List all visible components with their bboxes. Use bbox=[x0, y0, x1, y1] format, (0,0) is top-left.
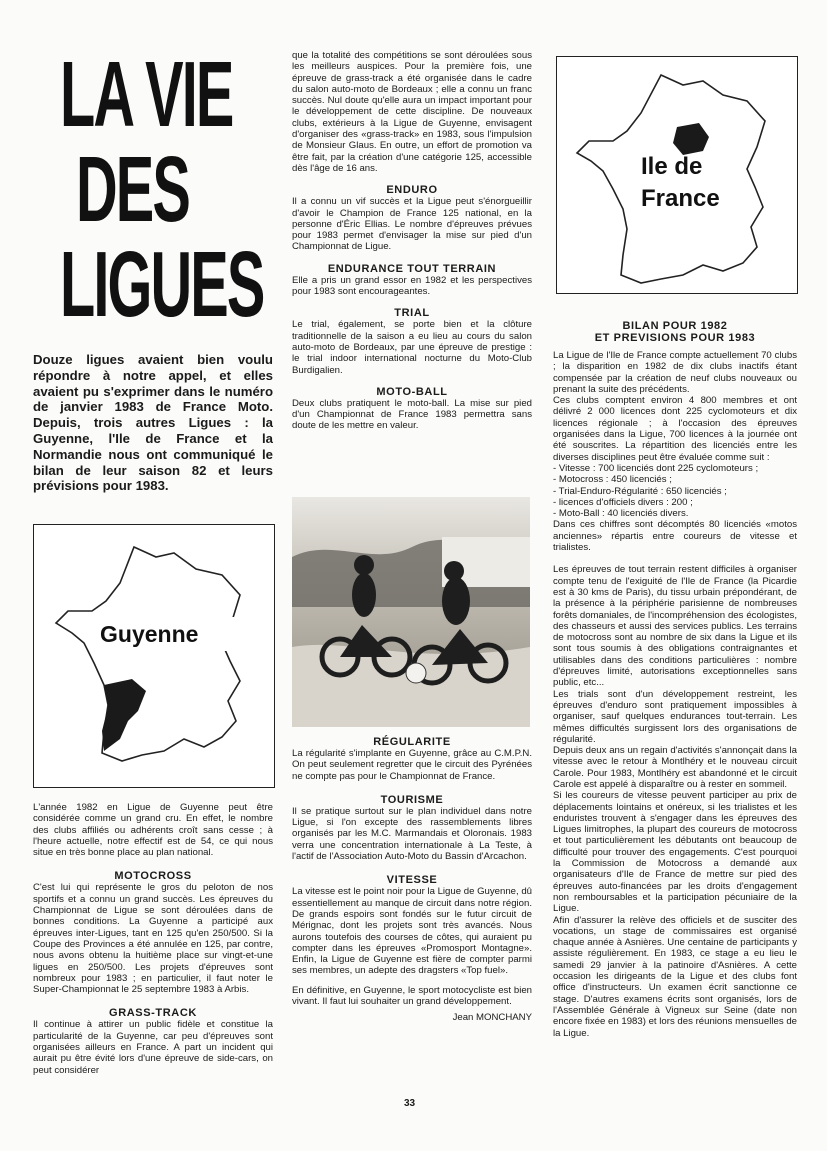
map-guyenne-label: Guyenne bbox=[100, 621, 199, 647]
idf-paragraph-5: Les trials sont d'un développement restreint, les épreuves d'enduro sont pratiquement impossibles à organiser, sauf quelques endurances tout-terrain. Les mêmes difficultés surgissent lors des organisations de régularité. bbox=[553, 688, 797, 745]
tourisme-heading: TOURISME bbox=[380, 793, 444, 806]
endurance-heading: ENDURANCE TOUT TERRAIN bbox=[327, 262, 497, 275]
motorcycle-photo-illustration bbox=[292, 497, 530, 727]
motocross-heading: MOTOCROSS bbox=[114, 870, 192, 883]
title-line-3: LIGUES bbox=[60, 232, 264, 336]
column-1-text bbox=[33, 802, 273, 1076]
france-map-guyenne-illustration bbox=[34, 525, 274, 787]
motocross-paragraph: C'est lui qui représente le gros du peloton de nos sportifs et a connu un grand succès. Les épreuves du Championnat de Ligue se sont déroulées dans de bonnes conditions. La Guyenne a participé aux épreuves inter-Ligues, tant en 125 qu'en 250/500. Si la Coupe des Provinces a été annulée en 125, par contre, nous avons obtenu la huitième place sur vingt-et-une ligues en 250/500. Les projets d'épreuves sont nombreux pour 1983 ; en particulier, il faut noter le Super-Championnat le 25 septembre 1983 à Arbis. bbox=[33, 882, 273, 996]
map-guyenne bbox=[33, 524, 275, 788]
trial-paragraph: Le trial, également, se porte bien et la clôture traditionnelle de la saison a eu lieu au cours du salon auto-moto de Bordeaux, par une épreuve de prestige : le trial indoor international nocturne du Moto-Club Burdigalien. bbox=[292, 319, 532, 376]
map-idf-label-line-1: Ile de bbox=[641, 153, 703, 180]
idf-paragraph-3: Dans ces chiffres sont décomptés 80 licenciés «motos anciennes» répartis entre coureurs de vitesse et trialistes. bbox=[553, 519, 797, 554]
idf-paragraph-1: La Ligue de l'Ile de France compte actuellement 70 clubs ; la disparition en 1982 de dix clubs inactifs étant compensée par la création de neuf clubs nouveaux ou prenant la suite des précédents. bbox=[553, 350, 797, 395]
idf-paragraph-4: Les épreuves de tout terrain restent difficiles à organiser compte tenu de l'exiguité de l'Ile de France (la Picardie est à 30 kms de Paris), du tissu urbain prépondérant, de la présence à la périphérie parisienne de nombreuses forêts domaniales, de l'incompréhension des écologistes, des chasseurs et aussi des services publics. Les terrains de motocross sont au nombre de six dans la Ligue et ils sont tous soumis à des obligations contraignantes et utilisables dans des conditions particulières : nombre d'épreuves limité, autorisations exceptionnelles sans public, etc... bbox=[553, 564, 797, 689]
motoball-heading: MOTO-BALL bbox=[376, 385, 448, 398]
list-item: - Vitesse : 700 licenciés dont 225 cyclomoteurs ; bbox=[553, 462, 759, 474]
endurance-paragraph: Elle a pris un grand essor en 1982 et les perspectives pour 1983 sont encourageantes. bbox=[292, 274, 532, 298]
regularite-paragraph: La régularité s'implante en Guyenne, grâce au C.M.P.N. On peut seulement regretter que le circuit des Pyrénées ne compte pas pour le Championnat de France. bbox=[292, 748, 532, 782]
bilan-heading-line-2: ET PREVISIONS POUR 1983 bbox=[594, 332, 756, 344]
page-number: 33 bbox=[404, 1098, 416, 1109]
licence-list bbox=[553, 463, 797, 519]
regularite-heading: RÉGULARITE bbox=[373, 736, 451, 748]
enduro-paragraph: Il a connu un vif succès et la Ligue peut s'énorgueillir d'avoir le Champion de France 125 national, en la personne d'Éric Ellias. Le nombre d'épreuves prévues pour 1983 permet d'envisager la mise sur pied d'un Championnat de Ligue. bbox=[292, 196, 532, 253]
grasstrack-paragraph: Il continue à attirer un public fidèle et constitue la particularité de la Guyenne, car peu d'épreuves sont organisées ailleurs en France. A part un incident qui aurait pu être évité lors d'une épreuve de side-cars, on peut considérer bbox=[33, 1019, 273, 1076]
author-signature: Jean MONCHANY bbox=[452, 1012, 532, 1024]
title-line-2: DES bbox=[76, 137, 189, 241]
map-ile-de-france bbox=[556, 56, 798, 294]
intro-paragraph: Douze ligues avaient bien voulu répondre à notre appel, et elles avaient pu s'exprimer dans le numéro de janvier 1983 de France Moto. Depuis, trois autres Ligues : la Guyenne, l'Ile de France et la Normandie nous ont communiqué le bilan de leur saison 82 et leurs prévisions pour 1983. bbox=[33, 352, 273, 494]
grasstrack-heading: GRASS-TRACK bbox=[109, 1007, 197, 1020]
trial-heading: TRIAL bbox=[394, 307, 430, 320]
title-line-1: LA VIE bbox=[60, 42, 233, 146]
guyenne-intro-paragraph: L'année 1982 en Ligue de Guyenne peut être considérée comme un grand cru. En effet, le nombre des clubs affiliés ou adhérents croît sans cesse ; à l'heure actuelle, notre effectif est de 54, ce qui nous situe en très bonne place au plan national. bbox=[33, 802, 273, 859]
vitesse-paragraph: La vitesse est le point noir pour la Ligue de Guyenne, dû essentiellement au manque de circuit dans notre région. De grands espoirs sont fondés sur le futur circuit de Mérignac, dont les projets sont très avancés. Nous aurons toutefois des courses de côtes, qui auraient pu compter dans les épreuves «Promosport Montagne». Enfin, la Ligue de Guyenne est fière de compter parmi ses membres, un adepte des dragsters «Top fuel». bbox=[292, 886, 533, 977]
map-idf-label-line-2: France bbox=[641, 185, 720, 212]
list-item: - licences d'officiels divers : 200 ; bbox=[553, 496, 693, 508]
column-3-text bbox=[553, 320, 797, 1039]
column-2-text-top bbox=[292, 50, 532, 432]
list-item: - Motocross : 450 licenciés ; bbox=[553, 474, 672, 486]
enduro-heading: ENDURO bbox=[386, 184, 438, 197]
motoball-photo bbox=[292, 497, 530, 727]
idf-paragraph-8: Afin d'assurer la relève des officiels et de susciter des vocations, un stage de commissaires est organisé chaque année à Asnières. Une centaine de participants y assiste régulièrement. En 1983, ce stage a eu lieu le samedi 29 janvier à la patinoire d'Asnières. A cette occasion les dirigeants de la Ligue et des clubs font office d'instructeurs. Un examen écrit sanctionne ce stage. D'autres examens écrits sont organisés, lors de l'Assemblée Générale à Vigneux sur Seine (date non encore fixée en 1983) et lors des réunions mensuelles de la Ligue. bbox=[553, 914, 797, 1039]
column-2-text-bottom bbox=[292, 736, 532, 1023]
idf-paragraph-6: Depuis deux ans un regain d'activités s'annonçait dans la vitesse avec le retour à Montlhéry et le nouveau circuit Carole. Pour 1983, Montlhéry est abandonné et le circuit Carole est appelé à disparaître ou à rester en sommeil. bbox=[553, 745, 797, 790]
idf-paragraph-7: Si les coureurs de vitesse peuvent participer au prix de déplacements lointains et onéreux, si les trialistes et les enduristes trouvent à s'engager dans les épreuves des Ligues limitrophes, la plupart des coureurs de motocross et tout particulièrement les débutants ont beaucoup de difficulté pour trouver des engagements. C'est pourquoi la Commission de Motocross a demandé aux organisateurs d'Ile de France de mettre sur pied des épreuves auto-financées par les droits d'engagement non remboursables et la participation pécuniaire de la Ligue. bbox=[553, 790, 797, 915]
motoball-paragraph: Deux clubs pratiquent le moto-ball. La mise sur pied d'un Championnat de France 1983 permettra sans doute de les mettre en valeur. bbox=[292, 397, 532, 432]
page-title bbox=[60, 42, 290, 340]
tourisme-paragraph: Il se pratique surtout sur le plan individuel dans notre Ligue, si l'on excepte des rassemblements libres organisés par les M.C. Marmandais et Oloronais. 1983 verra une concentration internationale à La Teste, à l'actif de l'Association Auto-Moto du Bassin d'Arcachon. bbox=[292, 805, 532, 863]
bilan-heading-line-1: BILAN POUR 1982 bbox=[622, 320, 728, 332]
list-item: - Trial-Enduro-Régularité : 650 licenciés ; bbox=[553, 485, 727, 497]
conclusion-paragraph: En définitive, en Guyenne, le sport motocycliste est bien vivant. Il faut lui souhaiter un grand développement. bbox=[292, 984, 532, 1008]
list-item: - Moto-Ball : 40 licenciés divers. bbox=[553, 508, 689, 520]
grasstrack-continued-paragraph: que la totalité des compétitions se sont déroulées sous les meilleurs auspices. Pour la première fois, une épreuve de grass-track a été organisée dans le cadre du salon auto-moto de Bordeaux ; elle a connu un franc succès. Nul doute qu'elle aura un impact important pour le développement de cette discipline. De nouveaux clubs, extérieurs à la Ligue de Guyenne, envisagent d'organiser des «grass-track» en 1983, sous l'impulsion de Monsieur Glaus. En outre, un effort de promotion va être fait, par la création d'une catégorie 125, accessible dès l'âge de 16 ans. bbox=[292, 50, 532, 174]
idf-paragraph-2: Ces clubs comptent environ 4 800 membres et ont délivré 2 000 licences dont 225 cyclomoteurs et dix licences régionale ; à l'occasion des épreuves organisées dans la Ligue, 700 licences à la journée ont été souscrites. La répartition des licenciés entre les diverses disciplines peut être évaluée comme suit : bbox=[553, 395, 797, 463]
vitesse-heading: VITESSE bbox=[386, 874, 438, 887]
